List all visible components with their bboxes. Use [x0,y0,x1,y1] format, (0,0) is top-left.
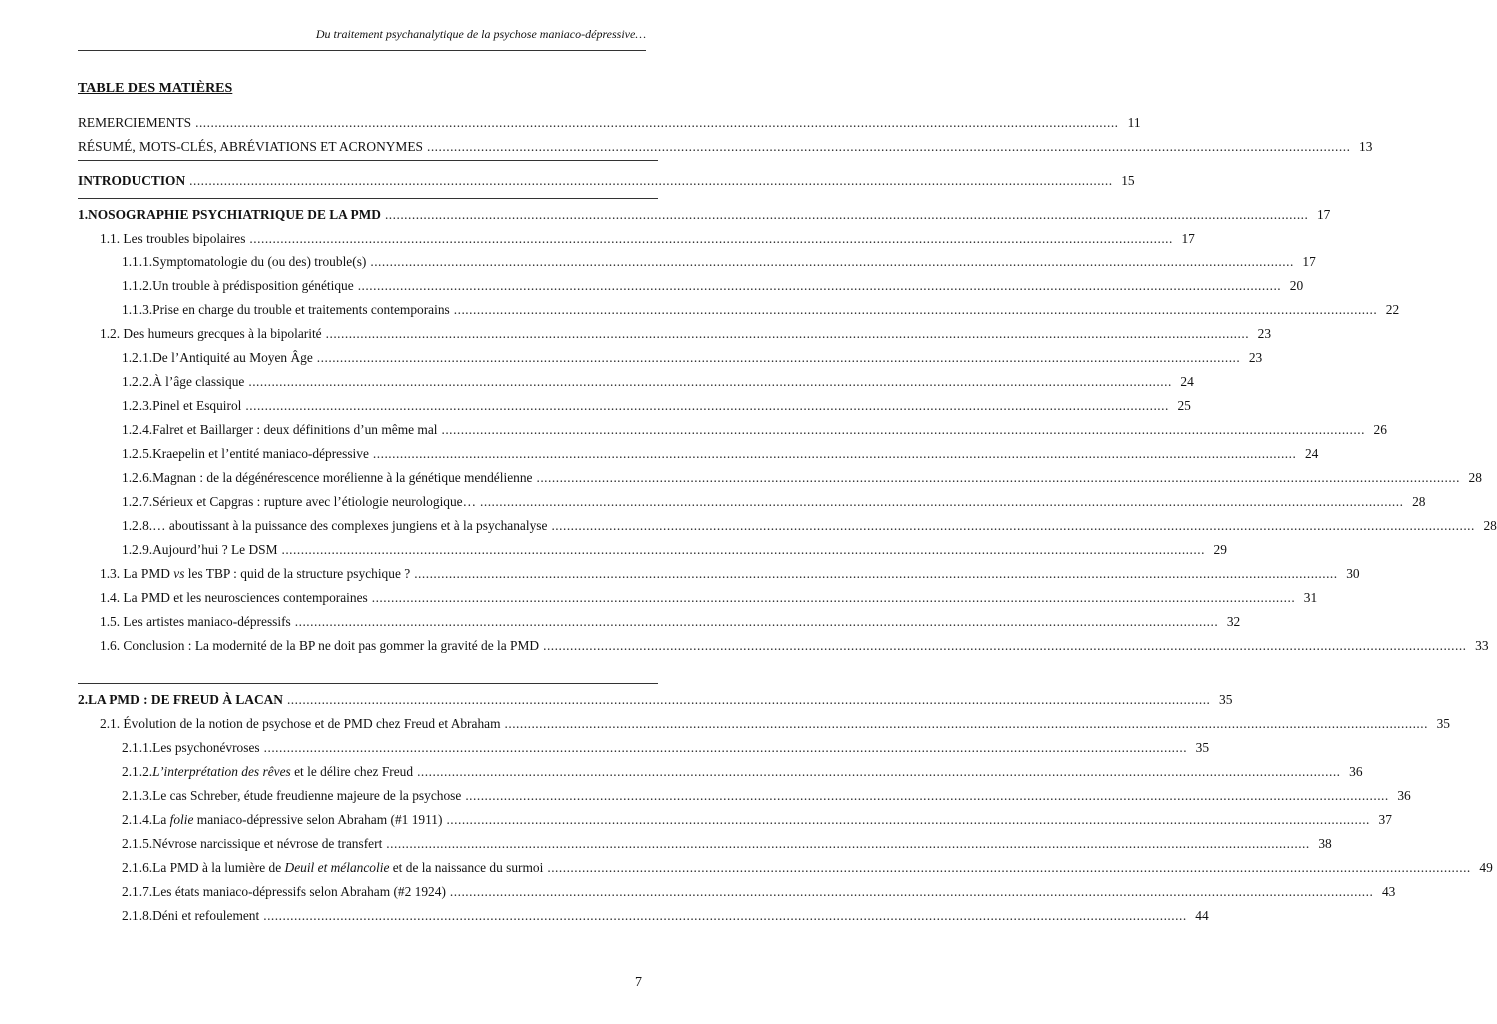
toc-entry-title: Aujourd’hui ? Le DSM [152,542,278,557]
toc-entry-page: 37 [1378,812,1392,827]
toc-entry[interactable] [78,113,1141,133]
toc-entry-page: 35 [1219,692,1233,707]
dot-leader [465,786,1388,806]
separator-rule [78,160,658,161]
toc-subsection-entry[interactable] [78,420,1387,440]
toc-subsection-entry[interactable] [78,762,1363,782]
dot-leader [385,205,1308,225]
page-number: 7 [635,975,642,990]
toc-entry-title: Névrose narcissique et névrose de transfert [152,836,383,851]
toc-subsection-entry[interactable] [78,468,1482,488]
toc-entry-page: 17 [1181,231,1195,246]
toc-entry-page: 26 [1373,422,1387,437]
dot-leader [358,276,1281,296]
toc-entry-page: 11 [1127,115,1141,130]
toc-entry-page: 24 [1180,374,1194,389]
toc-entry-title: À l’âge classique [152,374,245,389]
toc-entry-page: 43 [1381,884,1396,899]
toc-subsection-entry[interactable] [78,276,1304,296]
toc-entry-page: 35 [1195,740,1210,755]
toc-entry-title: La PMD à la lumière de Deuil et mélancolie et de la naissance du surmoi [152,860,544,875]
toc-entry-number: 1.1.3. [122,302,153,317]
toc-entry-title: Les états maniaco-dépressifs selon Abraham (#2 1924) [152,884,446,899]
toc-entry-page: 36 [1397,788,1411,803]
toc-entry-page: 35 [1436,716,1450,731]
toc-entry-page: 28 [1483,518,1497,533]
dot-leader [264,738,1187,758]
toc-entry-number: 1.1.2. [122,278,153,293]
toc-subsection-entry[interactable] [78,300,1400,320]
toc-subsection-entry[interactable] [78,396,1191,416]
dot-leader [536,468,1459,488]
dot-leader [295,612,1218,632]
toc-section-entry[interactable] [78,636,1489,656]
toc-entry-page: 38 [1318,836,1332,851]
dot-leader [441,420,1364,440]
toc-entry-number: 2. [78,692,89,707]
dot-leader [245,396,1168,416]
toc-entry-title: NOSOGRAPHIE PSYCHIATRIQUE DE LA PMD [88,207,381,222]
toc-entry-number: 1.2.3. [122,398,153,413]
dot-leader [263,906,1186,926]
dot-leader [326,324,1249,344]
toc-entry[interactable] [78,137,1373,157]
dot-leader [417,762,1340,782]
dot-leader [372,588,1295,608]
toc-entry-page: 20 [1289,278,1304,293]
toc-entry[interactable] [78,171,1135,191]
dot-leader [414,564,1337,584]
toc-entry-number: 2.1.8. [122,908,153,923]
toc-entry-number: 2.1.2. [122,764,153,779]
toc-entry-number: 1.2.8. [122,518,153,533]
toc-entry-title: Magnan : de la dégénérescence morélienne à la génétique mendélienne [152,470,533,485]
toc-entry-page: 29 [1213,542,1227,557]
toc-entry-page: 17 [1316,207,1331,222]
toc-entry-page: 22 [1385,302,1400,317]
dot-leader [551,516,1474,536]
toc-chapter-entry[interactable] [78,205,1331,225]
toc-entry-title: Les psychonévroses [152,740,260,755]
dot-leader [480,492,1403,512]
toc-entry-page: 36 [1349,764,1363,779]
toc-entry-title: INTRODUCTION [78,173,186,188]
toc-entry-title: 1.1. Les troubles bipolaires [100,231,246,246]
dot-leader [317,348,1240,368]
toc-subsection-entry[interactable] [78,810,1392,830]
toc-entry-title: … aboutissant à la puissance des complexes jungiens et à la psychanalyse [152,518,548,533]
dot-leader [195,113,1118,133]
separator-rule [78,683,658,684]
toc-entry-number: 2.1.1. [122,740,153,755]
toc-subsection-entry[interactable] [78,786,1411,806]
toc-section-entry[interactable] [78,612,1241,632]
dot-leader [373,444,1296,464]
toc-entry-number: 1.2.7. [122,494,153,509]
toc-entry-page: 13 [1359,139,1373,154]
dot-leader [287,690,1210,710]
toc-entry-page: 33 [1475,638,1489,653]
toc-subsection-entry[interactable] [78,738,1210,758]
toc-entry-title: 1.3. La PMD vs les TBP : quid de la structure psychique ? [100,566,411,581]
toc-entry-title: Pinel et Esquirol [152,398,242,413]
dot-leader [427,137,1350,157]
toc-entry-number: 2.1.7. [122,884,153,899]
toc-subsection-entry[interactable] [78,882,1396,902]
toc-entry-number: 2.1.3. [122,788,153,803]
toc-entry-title: Sérieux et Capgras : rupture avec l’étiologie neurologique… [152,494,477,509]
toc-title: TABLE DES MATIÈRES [78,81,233,96]
toc-entry-title: LA PMD : DE FREUD À LACAN [88,692,283,707]
dot-leader [189,171,1112,191]
toc-section-entry[interactable] [78,324,1272,344]
toc-entry-title: 1.5. Les artistes maniaco-dépressifs [100,614,291,629]
toc-subsection-entry[interactable] [78,372,1194,392]
toc-entry-title: La folie maniaco-dépressive selon Abraham (#1 1911) [152,812,443,827]
toc-entry-number: 1.2.1. [122,350,153,365]
toc-entry-page: 25 [1177,398,1191,413]
toc-entry-title: 2.1. Évolution de la notion de psychose et de PMD chez Freud et Abraham [100,716,501,731]
dot-leader [248,372,1171,392]
toc-entry-title: RÉSUMÉ, MOTS-CLÉS, ABRÉVIATIONS ET ACRONYMES [78,139,423,154]
dot-leader [505,714,1428,734]
toc-entry-number: 1.2.5. [122,446,153,461]
toc-section-entry[interactable] [78,714,1450,734]
toc-section-entry[interactable] [78,229,1195,249]
toc-entry-title: 1.2. Des humeurs grecques à la bipolarité [100,326,322,341]
toc-entry-title: 1.4. La PMD et les neurosciences contemporaines [100,590,368,605]
running-header: Du traitement psychanalytique de la psychose maniaco-dépressive… [315,27,646,41]
dot-leader [249,229,1172,249]
dot-leader [547,858,1470,878]
dot-leader [281,540,1204,560]
toc-entry-page: 28 [1468,470,1482,485]
toc-entry-title: Prise en charge du trouble et traitements contemporains [152,302,450,317]
toc-entry-title: Le cas Schreber, étude freudienne majeure de la psychose [152,788,462,803]
toc-entry-title: 1.6. Conclusion : La modernité de la BP ne doit pas gommer la gravité de la PMD [100,638,540,653]
toc-entry-title: Déni et refoulement [152,908,260,923]
toc-section-entry[interactable] [78,588,1318,608]
dot-leader [454,300,1377,320]
toc-entry-page: 31 [1303,590,1318,605]
toc-entry-page: 28 [1412,494,1426,509]
toc-entry-title: De l’Antiquité au Moyen Âge [152,350,313,365]
toc-entry-title: Symptomatologie du (ou des) trouble(s) [152,254,367,269]
toc-subsection-entry[interactable] [78,492,1426,512]
toc-subsection-entry[interactable] [78,834,1332,854]
dot-leader [450,882,1373,902]
toc-subsection-entry[interactable] [78,444,1319,464]
toc-entry-title: L’interprétation des rêves et le délire chez Freud [152,764,414,779]
toc-entry-number: 1.2.2. [122,374,153,389]
toc-entry-title: REMERCIEMENTS [78,115,192,130]
separator-rule [78,198,658,199]
toc-entry-number: 1.2.4. [122,422,153,437]
toc-entry-number: 1.1.1. [122,254,153,269]
toc-entry-page: 17 [1302,254,1316,269]
toc-entry-page: 24 [1304,446,1319,461]
toc-entry-page: 32 [1226,614,1241,629]
dot-leader [446,810,1369,830]
toc-subsection-entry[interactable] [78,348,1263,368]
toc-subsection-entry[interactable] [78,858,1493,878]
header-rule [78,50,646,51]
toc-entry-number: 2.1.5. [122,836,153,851]
toc-entry-number: 1.2.6. [122,470,153,485]
toc-subsection-entry[interactable] [78,906,1209,926]
toc-chapter-entry[interactable] [78,690,1233,710]
toc-subsection-entry[interactable] [78,516,1497,536]
toc-entry-number: 2.1.4. [122,812,153,827]
toc-entry-page: 23 [1257,326,1272,341]
dot-leader [543,636,1466,656]
toc-entry-number: 1.2.9. [122,542,153,557]
toc-entry-title: Kraepelin et l’entité maniaco-dépressive [152,446,369,461]
toc-entry-title: Un trouble à prédisposition génétique [152,278,354,293]
toc-entry-page: 44 [1195,908,1209,923]
toc-section-entry[interactable] [78,564,1360,584]
toc-subsection-entry[interactable] [78,540,1227,560]
toc-subsection-entry[interactable] [78,252,1316,272]
dot-leader [370,252,1293,272]
toc-entry-page: 23 [1248,350,1263,365]
toc-entry-page: 49 [1479,860,1493,875]
toc-entry-page: 15 [1121,173,1135,188]
toc-entry-title: Falret et Baillarger : deux définitions d’un même mal [152,422,438,437]
toc-entry-number: 2.1.6. [122,860,153,875]
dot-leader [386,834,1309,854]
toc-entry-number: 1. [78,207,89,222]
toc-entry-page: 30 [1346,566,1360,581]
